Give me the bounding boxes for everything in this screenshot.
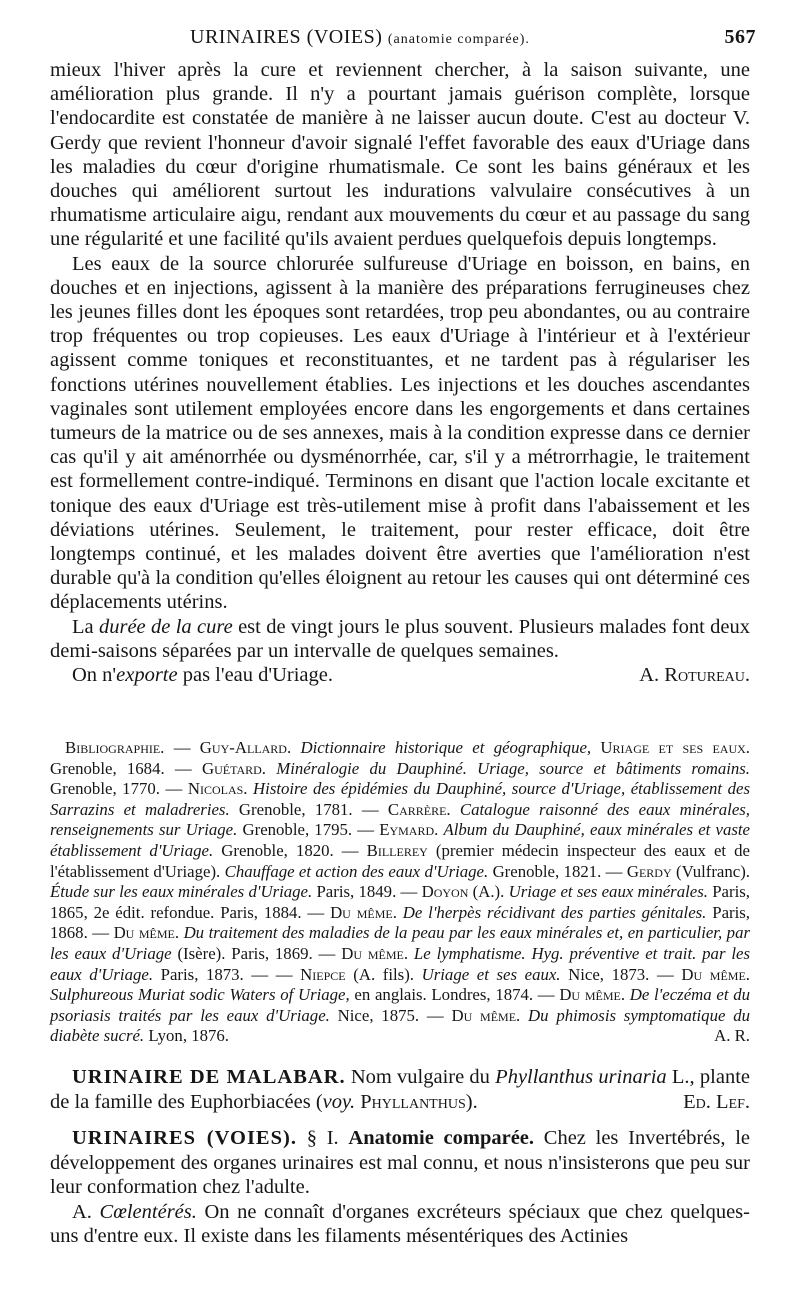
bibliography-run: Paris, 1868. — bbox=[50, 902, 750, 943]
bibliography-run: Billerey bbox=[366, 840, 436, 860]
bibliography-run: Nice, 1873. — bbox=[568, 964, 682, 984]
bibliography-run: (Vulfranc). bbox=[676, 861, 750, 881]
bibliography-run: Nicolas. bbox=[187, 779, 254, 799]
bibliography-run: Paris, 1865, 2e édit. refondue. Paris, 1884. — bbox=[50, 882, 750, 922]
bibliography-run: Gerdy bbox=[626, 861, 676, 881]
entry-headword: URINAIRES (VOIES). bbox=[72, 1127, 297, 1149]
bibliography-run: (premier médecin inspecteur des eaux et de l'établissement d'Uriage). bbox=[50, 840, 750, 881]
bibliography-run: (A. fils). bbox=[353, 964, 422, 984]
bibliography-run: De l'eczéma et du psoriasis traités par les eaux d'Uriage. bbox=[50, 985, 750, 1025]
bibliography-run: Grenoble, 1770. — bbox=[50, 779, 188, 799]
page-number: 567 bbox=[724, 26, 756, 48]
main-text bbox=[50, 58, 750, 687]
paragraph-endocarditis: mieux l'hiver après la cure et reviennent chercher, à la saison suivante, une amélioration plus grande. Il n'y a pourtant jamais guérison complète, lorsque l'endocardite est constatée de manière à ne laisser aucun doute. C'est au docteur V. Gerdy que revient l'honneur d'avoir signalé l'effet favorable des eaux d'Uriage dans les maladies du cœur d'origine rhumatismale. Ce sont les bains généraux et les douches qui améliorent surtout les indurations valvulaire consécutives à un rhumatisme articulaire aigu, rendant aux mouvements du cœur et au passage du sang une régularité et une facilité qu'ils avaient perdues quelquefois depuis longtemps. bbox=[50, 59, 750, 251]
bibliography-run: Niepce bbox=[300, 964, 354, 984]
bibliography-run: Grenoble, 1684. — bbox=[50, 758, 202, 778]
bibliography-run: Le lymphatisme. Hyg. préventive et trait. par les eaux d'Uriage. bbox=[50, 943, 750, 984]
entry-urinaires-voies: URINAIRES (VOIES). § I. Anatomie comparée. Chez les Invertébrés, le développement des organes urinaires est mal connu, et nous n'insisterons que peu sur leur conformation chez l'adulte. bbox=[50, 1127, 750, 1198]
bibliography-run: Eymard. bbox=[379, 820, 444, 840]
bibliography-run: De l'herpès récidivant des parties génitales. bbox=[402, 902, 713, 922]
section-heading: Anatomie comparée. bbox=[348, 1127, 535, 1149]
cross-reference: Phyllanthus bbox=[355, 1090, 466, 1113]
paragraph-uterine: Les eaux de la source chlorurée sulfureuse d'Uriage en boisson, en bains, en douches et en injections, agissent à la manière des préparations ferrugineuses chez les jeunes filles dont les époques sont retardées, trop peu abondantes, ou au contraire trop fréquentes ou trop copieuses. Les eaux d'Uriage à l'intérieur et à l'extérieur agissent comme toniques et reconstituantes, et ne tardent pas à régulariser les fonctions utérines nouvellement établies. Les injections et les douches ascendantes vaginales sont utilement employées encore dans les engorgements et dans certaines tumeurs de la matrice ou de ses annexes, mais à la condition expresse dans ce dernier cas qu'il y ait aménorrhée ou dysménorrhée, car, s'il y a métrorrhagie, le traitement est formellement contre-indiqué. Terminons en disant que l'action locale excitante et tonique des eaux d'Uriage est très-utilement mise à profit dans l'abaissement et les déviations utérines. Seulement, le traitement, pour rester efficace, doit être longtemps continué, et les malades doivent être averties que l'amélioration n'est durable qu'à la condition qu'elles éloignent au retour les causes qui ont déterminé ces déplacements utérins. bbox=[50, 252, 750, 614]
bibliography-run: Du même. bbox=[330, 902, 403, 922]
running-title: URINAIRES (VOIES) (anatomie comparée). bbox=[190, 26, 530, 48]
bibliography-run: Minéralogie du Dauphiné. Uriage, source et bâtiments romains. bbox=[276, 758, 750, 778]
bibliography-run: Du même. bbox=[451, 1005, 529, 1025]
bibliography-signature: A. R. bbox=[714, 1026, 750, 1046]
bibliography-run: Uriage et ses eaux. bbox=[421, 964, 569, 984]
bibliography-run: Doyon bbox=[421, 882, 473, 902]
bibliography-run: (A.). bbox=[472, 882, 509, 902]
bibliography-paragraph bbox=[50, 738, 750, 1047]
bibliography-run: Uriage et ses eaux minérales. bbox=[508, 882, 713, 902]
bibliography-run: Paris, 1873. — — bbox=[160, 964, 301, 984]
bibliography-run: Paris, 1849. — bbox=[316, 882, 422, 902]
bibliography-run: Album du Dauphiné, eaux minérales et vaste établissement d'Uriage. bbox=[50, 820, 750, 860]
running-subtitle: (anatomie comparée). bbox=[387, 32, 530, 47]
entry-urinaire-de-malabar: URINAIRE DE MALABAR. Nom vulgaire du Phyllanthus urinaria L., plante de la famille des Euphorbiacées (voy. Phyllanthus). Ed. Lef. bbox=[50, 1066, 750, 1113]
bibliography-run: Étude sur les eaux minérales d'Uriage. bbox=[50, 882, 317, 902]
bibliography-run: Guétard. bbox=[201, 758, 277, 778]
bibliography-run: Grenoble, 1821. — bbox=[492, 861, 627, 881]
bibliography-run: Lyon, 1876. bbox=[148, 1026, 229, 1046]
bibliography-run: Carrère. bbox=[387, 799, 460, 819]
bibliography-run: Du même. bbox=[681, 964, 750, 984]
running-header bbox=[50, 26, 756, 52]
bibliography-run: Du même. bbox=[113, 923, 184, 943]
bibliography-run: (Isère). Paris, 1869. — bbox=[177, 943, 342, 963]
bibliography-run: Sulphureous Muriat sodic Waters of Uriage, bbox=[50, 985, 355, 1005]
author-signature: A. Rotureau. bbox=[639, 664, 750, 687]
bibliography-run: en anglais. Londres, 1874. — bbox=[354, 985, 560, 1005]
paragraph-export: On n'exporte pas l'eau d'Uriage. A. Rotureau. bbox=[72, 664, 750, 687]
entry-signature: Ed. Lef. bbox=[683, 1090, 750, 1113]
bibliography bbox=[50, 738, 750, 1047]
bibliography-run: Bibliographie. — Guy-Allard. bbox=[65, 738, 301, 757]
entry-headword: URINAIRE DE MALABAR. bbox=[72, 1066, 346, 1088]
bibliography-run: Du même. bbox=[341, 943, 414, 963]
bibliography-run: Du phimosis symptomatique du diabète sucré. bbox=[50, 1005, 750, 1046]
bibliography-run: Catalogue raisonné des eaux minérales, renseignements sur Uriage. bbox=[50, 799, 750, 840]
bibliography-run: Du même. bbox=[559, 985, 630, 1005]
bibliography-run: Grenoble, 1781. — bbox=[238, 799, 388, 819]
bibliography-run: Du traitement des maladies de la peau par les eaux minérales et, en particulier, par les eaux d'Uriage bbox=[50, 923, 750, 963]
bibliography-run: Grenoble, 1795. — bbox=[242, 820, 380, 840]
bibliography-run: Grenoble, 1820. — bbox=[221, 840, 367, 860]
bibliography-run: Uriage et ses eaux. bbox=[600, 738, 750, 757]
bibliography-run: Histoire des épidémies du Dauphiné, source d'Uriage, établissement des Sarrazins et maladreries. bbox=[50, 779, 750, 819]
paragraph-coelenteres: A. Cœlentérés. On ne connaît d'organes excréteurs spéciaux que chez quelques-uns d'entre eux. Il existe dans les filaments mésentériques des Actinies bbox=[50, 1200, 750, 1247]
bibliography-run: Nice, 1875. — bbox=[337, 1005, 452, 1025]
bibliography-run: Chauffage et action des eaux d'Uriage. bbox=[224, 861, 493, 881]
next-entries bbox=[50, 1065, 750, 1249]
bibliography-run: Dictionnaire historique et géographique, bbox=[300, 738, 601, 757]
paragraph-cure-duration: La durée de la cure est de vingt jours le plus souvent. Plusieurs malades font deux demi-saisons séparées par un intervalle de quelques semaines. bbox=[50, 615, 750, 662]
